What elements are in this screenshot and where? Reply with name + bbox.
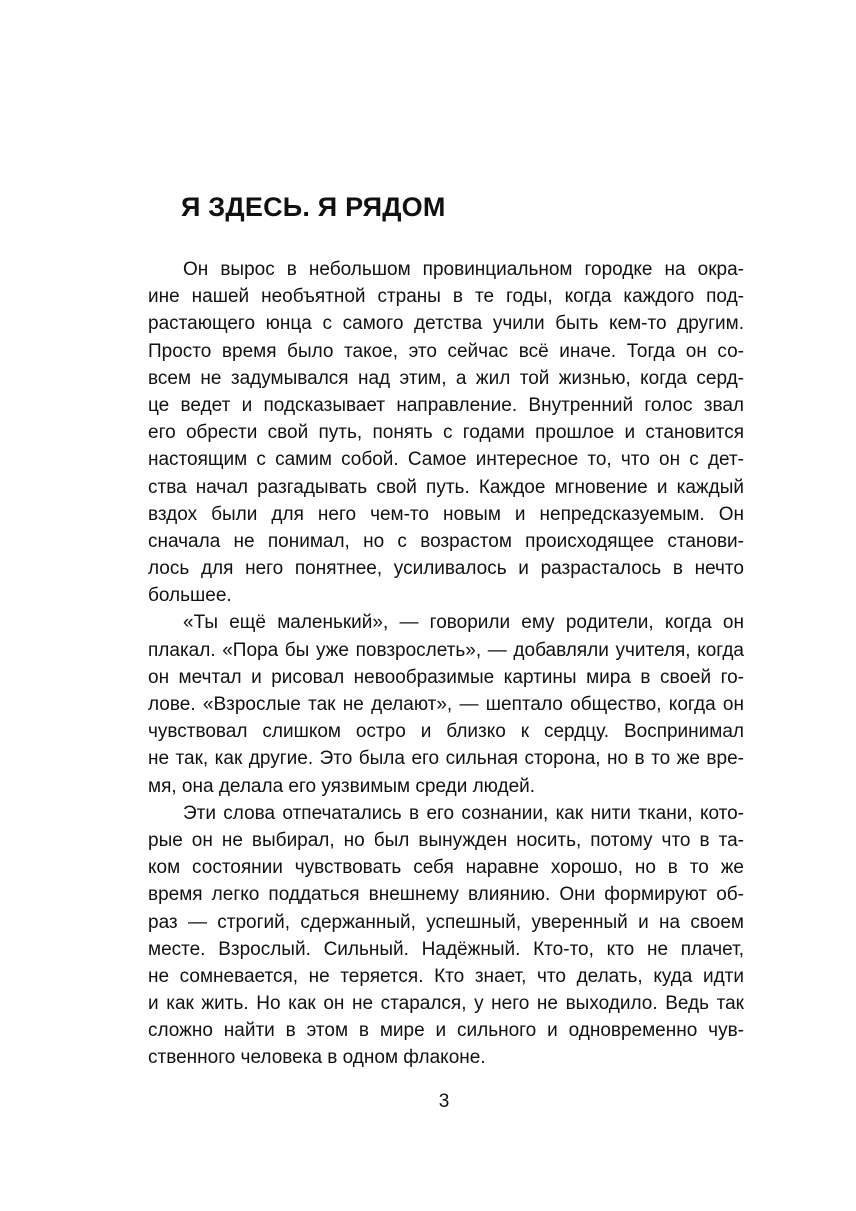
paragraph-3-line-3: ком состоянии чувствовать себя наравне хорошо, но в то же [148,857,744,879]
paragraph-3-line-6: месте. Взрослый. Сильный. Надёжный. Кто-то, кто не плачет, [148,938,744,960]
paragraph-1-line-7: его обрести свой путь, понять с годами прошлое и становится [148,422,744,444]
paragraph-2-line-1: «Ты ещё маленький», — говорили ему родители, когда он [183,612,744,634]
paragraph-3-line-5: раз — строгий, сдержанный, успешный, уверенный и на своем [148,911,744,933]
paragraph-1-line-3: растающего юнца с самого детства учили быть кем-то другим. [148,313,744,335]
body-text [148,256,744,1072]
paragraph-1-line-8: настоящим с самим собой. Самое интересное то, что он с дет- [148,449,744,471]
paragraph-3-line-9: сложно найти в этом в мире и сильного и одновременно чув- [148,1020,744,1042]
paragraph-1-line-11: сначала не понимал, но с возрастом происходящее станови- [148,530,744,552]
page-number: 3 [438,1091,450,1112]
paragraph-1-line-12: лось для него понятнее, усиливалось и разрасталось в нечто [148,558,744,580]
paragraph-1-line-5: всем не задумывался над этим, а жил той жизнью, когда серд- [148,367,744,389]
paragraph-3-line-2: рые он не выбирал, но был вынужден носить, потому что в та- [148,829,744,851]
paragraph-2-line-2: плакал. «Пора бы уже повзрослеть», — добавляли учителя, когда [148,639,744,661]
paragraph-2-line-7: мя, она делала его уязвимым среди людей. [148,775,536,797]
paragraph-3-line-10: ственного человека в одном флаконе. [148,1047,486,1069]
paragraph-1-line-2: ине нашей необъятной страны в те годы, когда каждого под- [148,286,744,308]
paragraph-3-line-4: время легко поддаться внешнему влиянию. Они формируют об- [148,884,744,906]
paragraph-1-line-6: це ведет и подсказывает направление. Внутренний голос звал [148,394,744,416]
chapter-title: Я ЗДЕСЬ. Я РЯДОМ [181,192,446,222]
paragraph-2-line-4: лове. «Взрослые так не делают», — шептало общество, когда он [148,694,744,715]
paragraph-1-line-4: Просто время было такое, это сейчас всё иначе. Тогда он со- [148,340,744,362]
paragraph-1-line-1: Он вырос в небольшом провинциальном городке на окра- [183,259,744,280]
paragraph-3-line-8: и как жить. Но как он не старался, у него не выходило. Ведь так [148,993,744,1015]
paragraph-3-line-1: Эти слова отпечатались в его сознании, как нити ткани, кото- [183,802,744,824]
paragraph-2-line-3: он мечтал и рисовал невообразимые картины мира в своей го- [148,666,744,688]
paragraph-3-line-7: не сомневается, не теряется. Кто знает, что делать, куда идти [148,965,744,987]
paragraph-2-line-5: чувствовал слишком остро и близко к сердцу. Воспринимал [148,721,744,743]
paragraph-1-line-10: вздох были для него чем-то новым и непредсказуемым. Он [148,503,744,525]
paragraph-1-line-13: большее. [148,585,232,607]
paragraph-1-line-9: ства начал разгадывать свой путь. Каждое мгновение и каждый [148,476,744,498]
paragraph-2-line-6: не так, как другие. Это была его сильная сторона, но в то же вре- [148,748,744,770]
